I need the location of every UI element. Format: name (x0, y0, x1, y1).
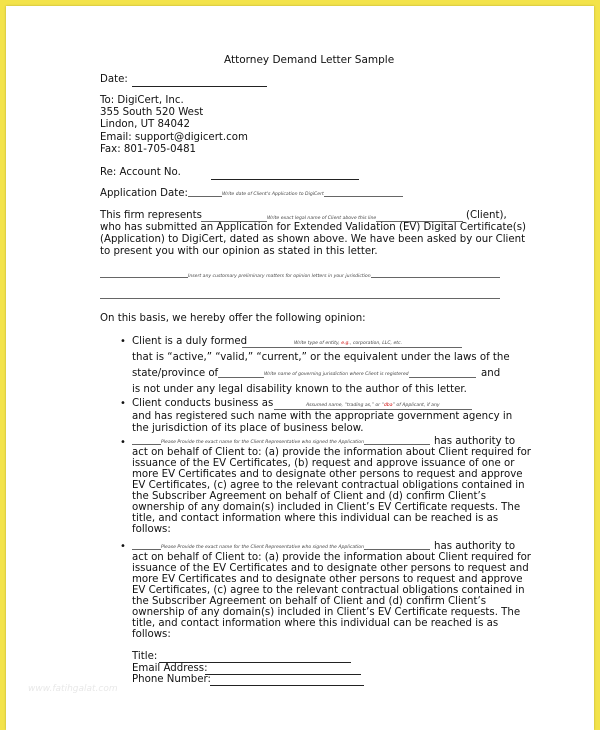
to-line-2: 355 South 520 West (100, 107, 204, 118)
b3-line-6: the Subscriber Agreement on behalf of Client and (d) confirm Client’s (132, 491, 487, 502)
b3-line-7: ownership of any domain(s) included in Client’s EV Certificate requests. The (132, 502, 521, 513)
email-field[interactable] (205, 674, 361, 675)
preliminary-matters-line-2[interactable] (100, 298, 500, 299)
client-name-hint: Write exact legal name of Client above this line (267, 216, 377, 221)
phone-field[interactable] (210, 685, 364, 686)
b4-line-5: EV Certificates, (c) agree to the relevant contractual obligations contained in (132, 585, 525, 596)
b4-line-8: title, and contact information where this individual can be reached is as (132, 618, 499, 629)
firm-line-3: (Application) to DigiCert, dated as shown above. We have been asked by our Client (100, 234, 526, 245)
watermark: www.fatihgalat.com (28, 684, 118, 694)
to-line-5: Fax: 801-705-0481 (100, 144, 197, 155)
b1-line-4: is not under any legal disability known to the author of this letter. (132, 384, 467, 395)
b3-line-2: act on behalf of Client to: (a) provide the information about Client required for (132, 447, 531, 458)
b1-line-1a: Client is a duly formed (132, 336, 248, 347)
b4-line-4: more EV Certificates and to designate other persons to request and approve (132, 574, 523, 585)
b2-line-2: and has registered such name with the appropriate government agency in (132, 411, 513, 422)
title-label: Title: (132, 651, 158, 662)
firm-line-1a: This firm represents (100, 210, 202, 221)
jurisdiction-hint: Write name of governing jurisdiction where Client is registered (264, 372, 409, 377)
basis-statement: On this basis, we hereby offer the following opinion: (100, 313, 366, 324)
b1-line-3a: state/province of (132, 368, 219, 379)
phone-label: Phone Number: (132, 674, 211, 685)
bullet-2: • (120, 398, 126, 409)
account-number-field[interactable] (211, 179, 359, 180)
bullet-3: • (120, 437, 126, 448)
document-page (6, 6, 594, 730)
preliminary-matters-hint: Insert any customary preliminary matters for opinion letters in your jurisdiction (188, 274, 371, 279)
firm-line-4: to present you with our opinion as stated in this letter. (100, 246, 378, 257)
b2-line-3: the jurisdiction of its place of business below. (132, 423, 364, 434)
bullet-1: • (120, 336, 126, 347)
b4-line-6: the Subscriber Agreement on behalf of Client and (d) confirm Client’s (132, 596, 487, 607)
b3-line-1b: has authority to (434, 436, 516, 447)
to-line-3: Lindon, UT 84042 (100, 119, 190, 130)
b3-line-5: EV Certificates, (c) agree to the relevant contractual obligations contained in (132, 480, 525, 491)
b4-line-3: issuance of the EV Certificates and to designate other persons to request and (132, 563, 529, 574)
firm-line-2: who has submitted an Application for Extended Validation (EV) Digital Certificate(s) (100, 222, 527, 233)
b3-line-4: more EV Certificates and to designate other persons to request and approve (132, 469, 523, 480)
b1-line-2: that is “active,” “valid,” “current,” or the equivalent under the laws of the (132, 352, 510, 363)
application-date-hint: Write date of Client's Application to DigiCert (222, 192, 324, 197)
firm-line-1b: (Client), (466, 210, 507, 221)
b3-line-8: title, and contact information where this individual can be reached is as (132, 513, 499, 524)
date-label: Date: (100, 74, 128, 85)
to-line-1: To: DigiCert, Inc. (100, 95, 184, 106)
to-line-4: Email: support@digicert.com (100, 132, 248, 143)
b4-line-2: act on behalf of Client to: (a) provide the information about Client required for (132, 552, 531, 563)
entity-type-hint: Write type of entity, e.g., corporation, LLC, etc. (294, 341, 403, 346)
b4-line-1b: has authority to (434, 541, 516, 552)
b4-line-9: follows: (132, 629, 171, 640)
document-title: Attorney Demand Letter Sample (224, 54, 395, 66)
b3-line-3: issuance of the EV Certificates, (b) request and approve issuance of one or (132, 458, 515, 469)
b1-line-3b: and (481, 368, 501, 379)
re-label: Re: Account No. (100, 167, 181, 178)
b4-line-7: ownership of any domain(s) included in Client’s EV Certificate requests. The (132, 607, 521, 618)
bullet-4: • (120, 541, 126, 552)
b2-line-1a: Client conducts business as (132, 398, 274, 409)
application-date-label: Application Date: (100, 188, 188, 199)
date-field[interactable] (132, 86, 267, 87)
assumed-name-field[interactable] (274, 409, 472, 410)
entity-type-field[interactable] (242, 347, 462, 348)
b3-line-9: follows: (132, 524, 171, 535)
assumed-name-hint: Assumed name, “trading as,” or “dba” of Applicant, if any (306, 403, 440, 408)
representative-name-hint-1: Please Provide the exact name for the Client Representative who signed the Application (161, 440, 364, 445)
email-label: Email Address: (132, 663, 208, 674)
representative-name-hint-2: Please Provide the exact name for the Client Representative who signed the Application (161, 545, 364, 550)
